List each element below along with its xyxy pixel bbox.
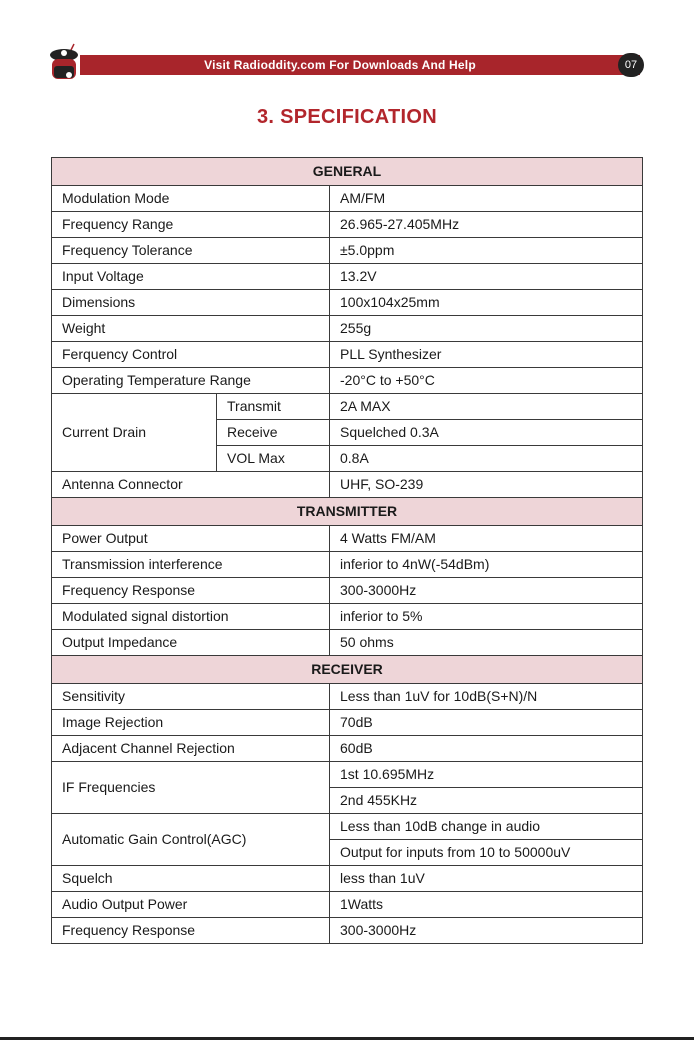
- spec-value: 100x104x25mm: [330, 290, 643, 316]
- spec-sublabel: VOL Max: [217, 446, 330, 472]
- spec-value: 300-3000Hz: [330, 578, 643, 604]
- header-banner-text: Visit Radioddity.com For Downloads And Help: [204, 58, 476, 72]
- table-row: [52, 472, 643, 498]
- spec-label: Modulated signal distortion: [52, 604, 330, 630]
- section-row: [52, 158, 643, 186]
- spec-label: Sensitivity: [52, 684, 330, 710]
- table-row: [52, 238, 643, 264]
- spec-value: ±5.0ppm: [330, 238, 643, 264]
- spec-label-agc: Automatic Gain Control(AGC): [52, 814, 330, 866]
- table-row: [52, 552, 643, 578]
- spec-label: Frequency Response: [52, 918, 330, 944]
- spec-label: Audio Output Power: [52, 892, 330, 918]
- header-banner: [80, 55, 640, 75]
- spec-label: Modulation Mode: [52, 186, 330, 212]
- spec-label: Operating Temperature Range: [52, 368, 330, 394]
- table-row: [52, 526, 643, 552]
- spec-label-current-drain: Current Drain: [52, 394, 217, 472]
- section-row: [52, 656, 643, 684]
- spec-value: 4 Watts FM/AM: [330, 526, 643, 552]
- spec-sublabel: Transmit: [217, 394, 330, 420]
- spec-label: Transmission interference: [52, 552, 330, 578]
- spec-value: PLL Synthesizer: [330, 342, 643, 368]
- table-row: [52, 604, 643, 630]
- spec-label: Dimensions: [52, 290, 330, 316]
- table-row: [52, 918, 643, 944]
- table-row: [52, 342, 643, 368]
- spec-label: Image Rejection: [52, 710, 330, 736]
- spec-value: Output for inputs from 10 to 50000uV: [330, 840, 643, 866]
- section-heading-general: GENERAL: [52, 158, 643, 186]
- specification-table: [51, 157, 643, 944]
- section-heading-transmitter: TRANSMITTER: [52, 498, 643, 526]
- table-row: [52, 578, 643, 604]
- spec-label: Frequency Tolerance: [52, 238, 330, 264]
- table-row: [52, 212, 643, 238]
- table-row: [52, 394, 643, 420]
- spec-value: 0.8A: [330, 446, 643, 472]
- table-row: [52, 264, 643, 290]
- spec-label: Power Output: [52, 526, 330, 552]
- spec-label: Antenna Connector: [52, 472, 330, 498]
- spec-value: 2A MAX: [330, 394, 643, 420]
- table-row: [52, 814, 643, 840]
- spec-label: Frequency Response: [52, 578, 330, 604]
- spec-value: Less than 1uV for 10dB(S+N)/N: [330, 684, 643, 710]
- spec-label: Weight: [52, 316, 330, 342]
- spec-value: 70dB: [330, 710, 643, 736]
- section-heading-receiver: RECEIVER: [52, 656, 643, 684]
- table-row: [52, 892, 643, 918]
- table-row: [52, 368, 643, 394]
- spec-label: Squelch: [52, 866, 330, 892]
- spec-label: Adjacent Channel Rejection: [52, 736, 330, 762]
- table-row: [52, 710, 643, 736]
- table-row: [52, 630, 643, 656]
- spec-value: less than 1uV: [330, 866, 643, 892]
- spec-sublabel: Receive: [217, 420, 330, 446]
- spec-label: Input Voltage: [52, 264, 330, 290]
- spec-value: 26.965-27.405MHz: [330, 212, 643, 238]
- spec-label: Output Impedance: [52, 630, 330, 656]
- spec-value: AM/FM: [330, 186, 643, 212]
- spec-value: UHF, SO-239: [330, 472, 643, 498]
- spec-value: 60dB: [330, 736, 643, 762]
- table-row: [52, 762, 643, 788]
- spec-value: 255g: [330, 316, 643, 342]
- spec-label: Frequency Range: [52, 212, 330, 238]
- spec-value: 300-3000Hz: [330, 918, 643, 944]
- spec-value: Squelched 0.3A: [330, 420, 643, 446]
- spec-value: -20°C to +50°C: [330, 368, 643, 394]
- spec-value: 13.2V: [330, 264, 643, 290]
- table-row: [52, 290, 643, 316]
- spec-value: Less than 10dB change in audio: [330, 814, 643, 840]
- table-row: [52, 684, 643, 710]
- page-title: 3. SPECIFICATION: [256, 106, 437, 128]
- table-row: [52, 186, 643, 212]
- spec-value: 1Watts: [330, 892, 643, 918]
- spec-value: inferior to 5%: [330, 604, 643, 630]
- spec-value: 1st 10.695MHz: [330, 762, 643, 788]
- spec-label: Ferquency Control: [52, 342, 330, 368]
- spec-value: 50 ohms: [330, 630, 643, 656]
- table-row: [52, 316, 643, 342]
- spec-value: 2nd 455KHz: [330, 788, 643, 814]
- spec-label-if-frequencies: IF Frequencies: [52, 762, 330, 814]
- table-row: [52, 736, 643, 762]
- section-row: [52, 498, 643, 526]
- page-number-badge: 07: [618, 53, 644, 77]
- table-row: [52, 866, 643, 892]
- spec-value: inferior to 4nW(-54dBm): [330, 552, 643, 578]
